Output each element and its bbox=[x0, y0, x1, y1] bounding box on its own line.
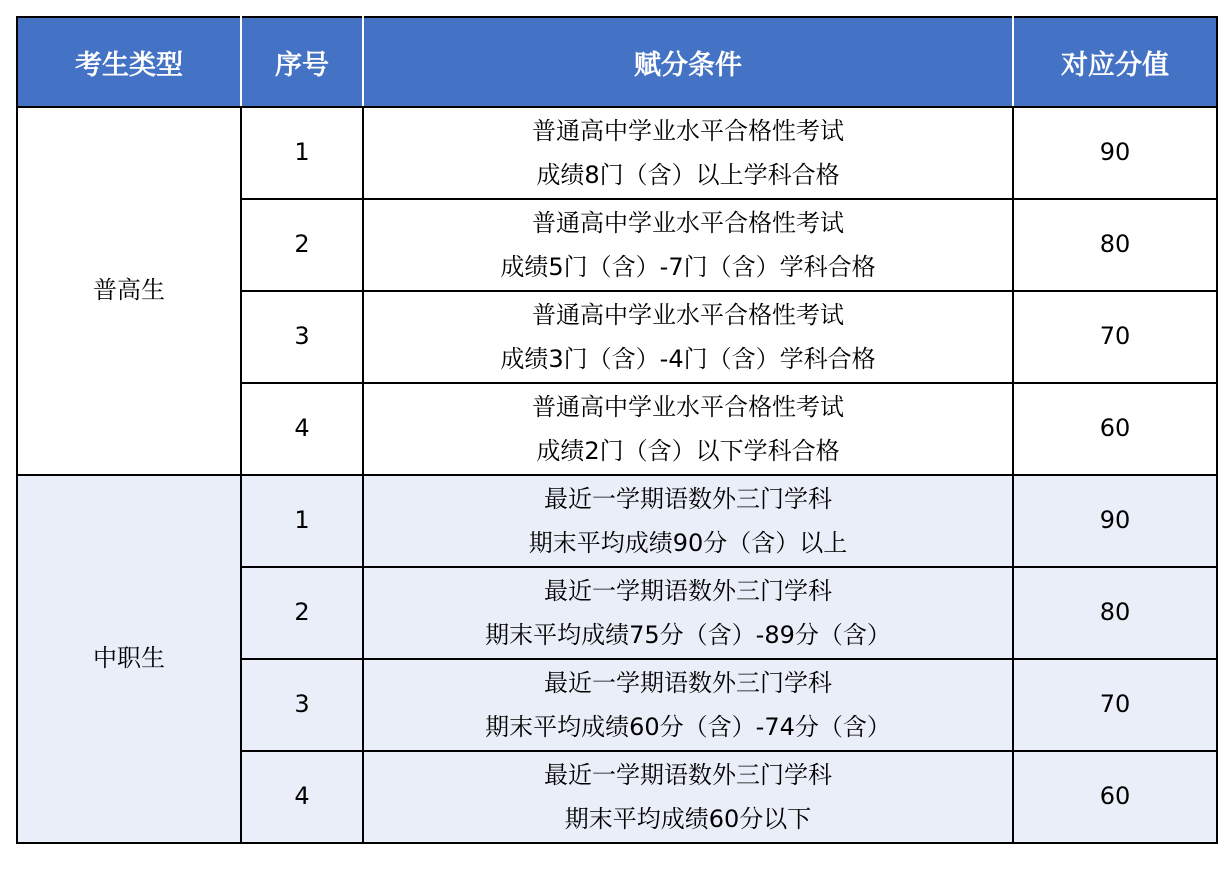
row-score: 70 bbox=[1013, 291, 1217, 383]
row-index: 1 bbox=[241, 475, 363, 567]
header-student-type: 考生类型 bbox=[17, 17, 241, 107]
row-condition bbox=[363, 659, 1013, 751]
header-index: 序号 bbox=[241, 17, 363, 107]
row-index: 2 bbox=[241, 567, 363, 659]
group-vocational bbox=[17, 475, 1217, 843]
row-score: 90 bbox=[1013, 107, 1217, 199]
condition-line-2: 成绩2门（含）以下学科合格 bbox=[536, 437, 840, 465]
row-score: 60 bbox=[1013, 751, 1217, 843]
group-label: 中职生 bbox=[17, 475, 241, 843]
condition-line-1: 普通高中学业水平合格性考试 bbox=[532, 209, 844, 237]
condition-line-2: 成绩5门（含）-7门（含）学科合格 bbox=[500, 253, 876, 281]
header-score: 对应分值 bbox=[1013, 17, 1217, 107]
row-condition bbox=[363, 199, 1013, 291]
row-score: 80 bbox=[1013, 199, 1217, 291]
condition-line-1: 最近一学期语数外三门学科 bbox=[544, 761, 832, 789]
row-condition bbox=[363, 107, 1013, 199]
row-score: 80 bbox=[1013, 567, 1217, 659]
row-score: 90 bbox=[1013, 475, 1217, 567]
row-condition bbox=[363, 383, 1013, 475]
condition-line-2: 期末平均成绩75分（含）-89分（含） bbox=[485, 621, 891, 649]
group-general-high-school bbox=[17, 107, 1217, 475]
condition-line-1: 最近一学期语数外三门学科 bbox=[544, 485, 832, 513]
table-header bbox=[17, 17, 1217, 107]
row-score: 60 bbox=[1013, 383, 1217, 475]
table-row bbox=[17, 475, 1217, 567]
condition-line-2: 成绩8门（含）以上学科合格 bbox=[536, 161, 840, 189]
condition-line-1: 普通高中学业水平合格性考试 bbox=[532, 301, 844, 329]
row-index: 3 bbox=[241, 659, 363, 751]
row-condition bbox=[363, 751, 1013, 843]
row-score: 70 bbox=[1013, 659, 1217, 751]
condition-line-1: 最近一学期语数外三门学科 bbox=[544, 577, 832, 605]
scoring-table bbox=[16, 16, 1218, 844]
table-row bbox=[17, 107, 1217, 199]
condition-line-2: 期末平均成绩60分（含）-74分（含） bbox=[485, 713, 891, 741]
row-index: 2 bbox=[241, 199, 363, 291]
row-condition bbox=[363, 475, 1013, 567]
row-condition bbox=[363, 567, 1013, 659]
condition-line-1: 普通高中学业水平合格性考试 bbox=[532, 117, 844, 145]
condition-line-1: 最近一学期语数外三门学科 bbox=[544, 669, 832, 697]
condition-line-2: 期末平均成绩60分以下 bbox=[564, 805, 812, 833]
row-index: 4 bbox=[241, 383, 363, 475]
condition-line-2: 成绩3门（含）-4门（含）学科合格 bbox=[500, 345, 876, 373]
header-row bbox=[17, 17, 1217, 107]
row-index: 3 bbox=[241, 291, 363, 383]
condition-line-2: 期末平均成绩90分（含）以上 bbox=[528, 529, 848, 557]
condition-line-1: 普通高中学业水平合格性考试 bbox=[532, 393, 844, 421]
row-condition bbox=[363, 291, 1013, 383]
row-index: 1 bbox=[241, 107, 363, 199]
header-condition: 赋分条件 bbox=[363, 17, 1013, 107]
group-label: 普高生 bbox=[17, 107, 241, 475]
row-index: 4 bbox=[241, 751, 363, 843]
